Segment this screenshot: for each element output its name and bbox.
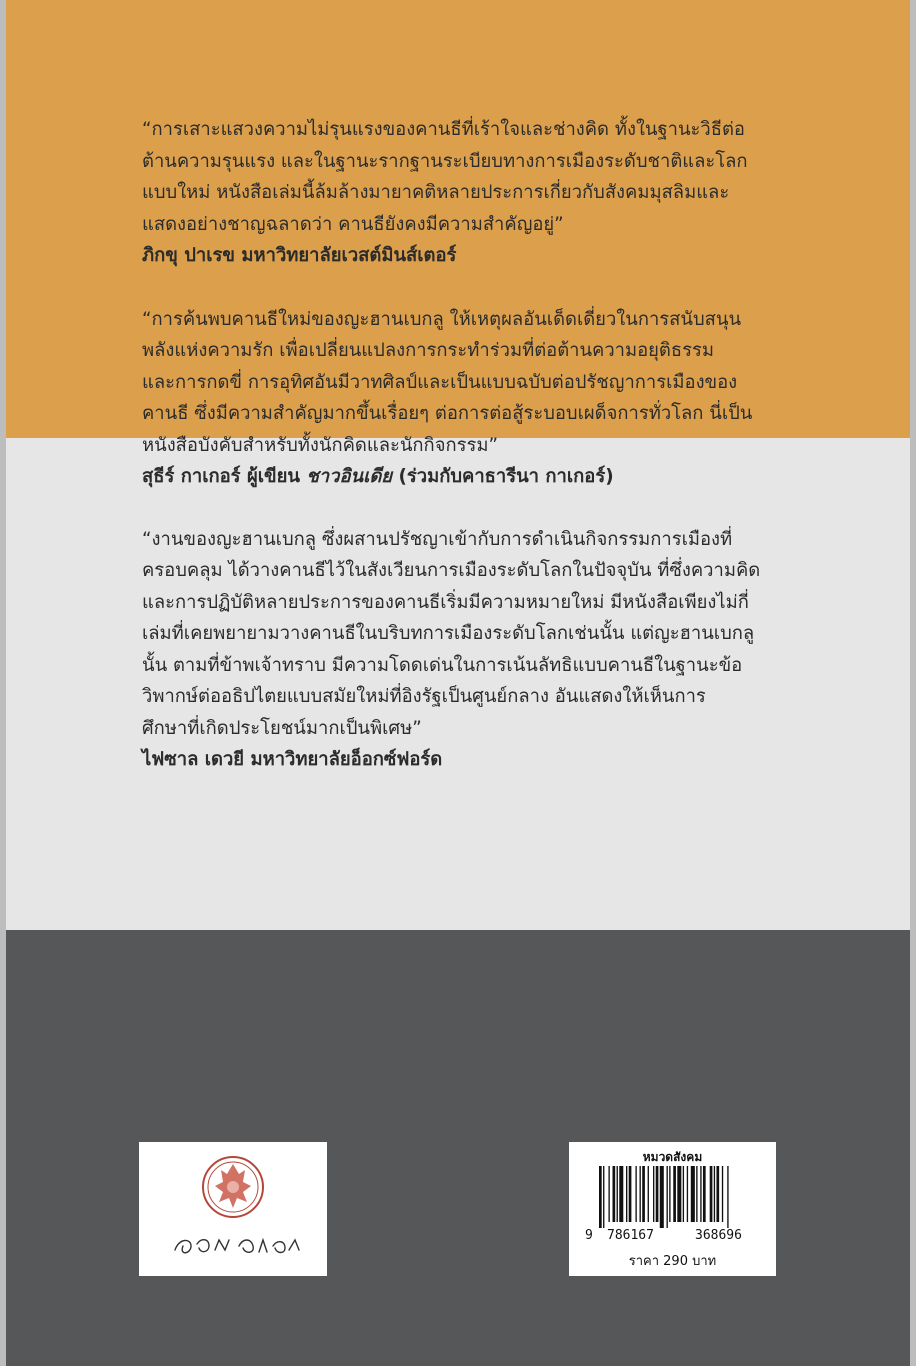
endorsement-quote-3 xyxy=(142,524,790,745)
quote-line: “งานของญะฮานเบกลู ซึ่งผสานปรัชญาเข้ากับการดำเนินกิจกรรมการเมืองที่ xyxy=(142,528,733,550)
endorsements xyxy=(142,114,790,776)
endorsement-author-1: ภิกขุ ปาเรข มหาวิทยาลัยเวสต์มินส์เตอร์ xyxy=(142,245,457,266)
quote-line: ครอบคลุม ได้วางคานธีไว้ในสังเวียนการเมืองระดับโลกในปัจจุบัน ที่ซึ่งความคิด xyxy=(142,560,761,581)
book-back-cover xyxy=(6,0,910,1366)
quote-line: พลังแห่งความรัก เพื่อเปลี่ยนแปลงการกระทำร่วมที่ต่อต้านความอยุติธรรม xyxy=(142,340,714,361)
isbn-left-digits: 786167 xyxy=(607,1228,654,1243)
isbn-first-digit: 9 xyxy=(585,1228,593,1243)
book-title: ชาวอินเดีย xyxy=(306,466,393,487)
endorsement-quote-2 xyxy=(142,304,790,462)
quote-line: “การเสาะแสวงความไม่รุนแรงของคานธีที่เร้าใจและช่างคิด ทั้งในฐานะวิธีต่อ xyxy=(142,119,745,140)
quote-line: เล่มที่เคยพยายามวางคานธีในบริบทการเมืองระดับโลกเช่นนั้น แต่ญะฮานเบกลู xyxy=(142,623,755,644)
quote-line: นั้น ตามที่ข้าพเจ้าทราบ มีความโดดเด่นในการเน้นลัทธิแบบคานธีในฐานะข้อ xyxy=(142,654,743,676)
quote-line: และการกดขี่ การอุทิศอันมีวาทศิลป์และเป็นแบบฉบับต่อปรัชญาการเมืองของ xyxy=(142,371,738,393)
category-label: หมวดสังคม xyxy=(642,1150,703,1164)
price-label: ราคา 290 บาท xyxy=(628,1254,717,1269)
quote-line: “การค้นพบคานธีใหม่ของญะฮานเบกลู ให้เหตุผลอันเด็ดเดี่ยวในการสนับสนุน xyxy=(142,308,742,330)
quote-line: แบบใหม่ หนังสือเล่มนี้ล้มล้างมายาคติหลายประการเกี่ยวกับสังคมมุสลิมและ xyxy=(142,182,730,203)
publisher-logo xyxy=(139,1142,327,1276)
endorsement-quote-1 xyxy=(142,114,790,240)
author-note: (ร่วมกับคาธารีนา กาเกอร์) xyxy=(392,466,614,487)
isbn-right-digits: 368696 xyxy=(695,1228,742,1243)
isbn-barcode-panel xyxy=(569,1142,776,1276)
quote-line: ศึกษาที่เกิดประโยชน์มากเป็นพิเศษ” xyxy=(142,717,422,739)
endorsement-author-2 xyxy=(142,461,790,493)
quote-line: ต้านความรุนแรง และในฐานะรากฐานระเบียบทางการเมืองระดับชาติและโลก xyxy=(142,150,748,172)
quote-line: วิพากษ์ต่ออธิปไตยแบบสมัยใหม่ที่อิงรัฐเป็นศูนย์กลาง อันแสดงให้เห็นการ xyxy=(142,686,706,707)
quote-line: หนังสือบังคับสำหรับทั้งนักคิดและนักกิจกรรม” xyxy=(142,434,499,456)
endorsement-author-3: ไฟซาล เดวยี มหาวิทยาลัยอ็อกซ์ฟอร์ด xyxy=(142,749,443,770)
publisher-seal-icon xyxy=(139,1142,327,1276)
barcode-icon xyxy=(583,1166,763,1228)
author-name: สุธีร์ กาเกอร์ ผู้เขียน xyxy=(142,466,307,487)
quote-line: คานธี ซึ่งมีความสำคัญมากขึ้นเรื่อยๆ ต่อการต่อสู้ระบอบเผด็จการทั่วโลก นี่เป็น xyxy=(142,403,753,424)
quote-line: แสดงอย่างชาญฉลาดว่า คานธียังคงมีความสำคัญอยู่” xyxy=(142,213,564,235)
quote-line: และการปฏิบัติหลายประการของคานธีเริ่มมีความหมายใหม่ มีหนังสือเพียงไม่กี่ xyxy=(142,591,749,613)
